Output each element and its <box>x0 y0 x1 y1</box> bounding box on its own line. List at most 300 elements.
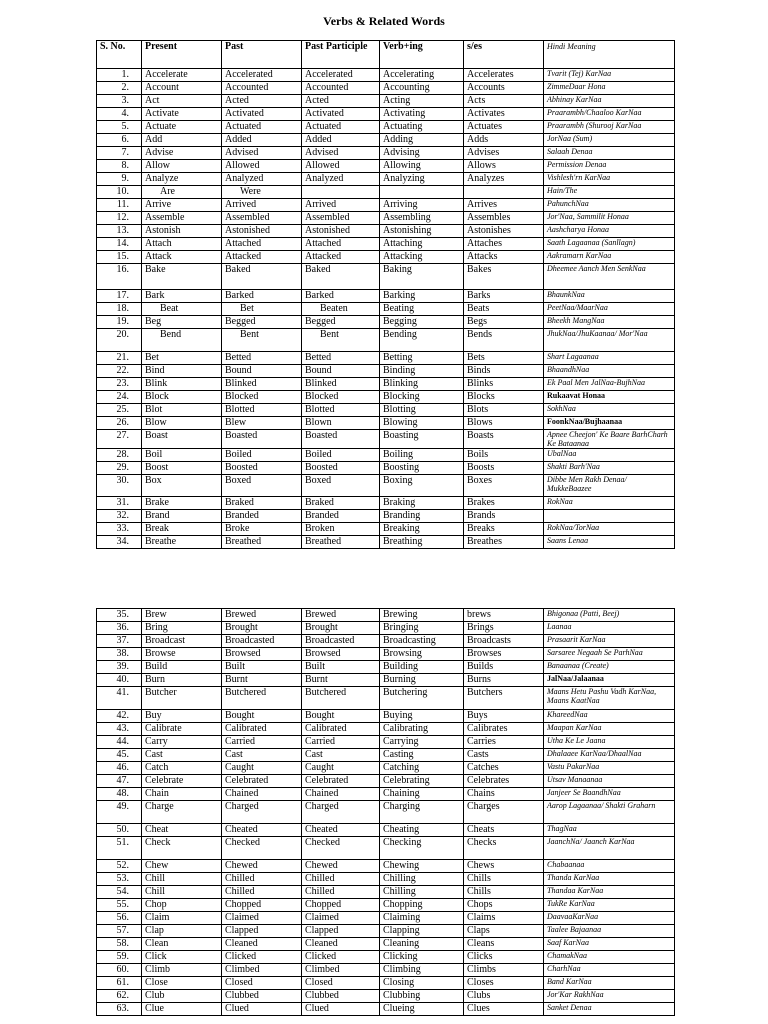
cell-verb-ing: Breathing <box>380 536 464 549</box>
cell-past: Chilled <box>222 886 302 899</box>
cell-hindi-meaning: Saaf KarNaa <box>544 938 675 951</box>
cell-s-es: Carries <box>464 736 544 749</box>
table-row <box>97 775 675 788</box>
cell-present: Chain <box>142 788 222 801</box>
cell-sno: 48. <box>97 788 142 801</box>
table-row <box>97 687 675 710</box>
cell-sno: 40. <box>97 674 142 687</box>
cell-present: Analyze <box>142 173 222 186</box>
cell-past-participle: Begged <box>302 316 380 329</box>
cell-present: Beat <box>142 303 222 316</box>
cell-past: Betted <box>222 352 302 365</box>
cell-s-es: Casts <box>464 749 544 762</box>
cell-present: Allow <box>142 160 222 173</box>
cell-hindi-meaning: Abhinay KarNaa <box>544 95 675 108</box>
cell-past: Blew <box>222 417 302 430</box>
table-row <box>97 134 675 147</box>
cell-sno: 43. <box>97 723 142 736</box>
cell-s-es: Climbs <box>464 964 544 977</box>
cell-past: Clicked <box>222 951 302 964</box>
cell-past-participle: Chilled <box>302 873 380 886</box>
cell-sno: 8. <box>97 160 142 173</box>
cell-hindi-meaning: ChamakNaa <box>544 951 675 964</box>
cell-verb-ing: Activating <box>380 108 464 121</box>
cell-s-es: Clubs <box>464 990 544 1003</box>
cell-s-es: Buys <box>464 710 544 723</box>
cell-past-participle: Clued <box>302 1003 380 1016</box>
table-row <box>97 886 675 899</box>
cell-verb-ing: Closing <box>380 977 464 990</box>
cell-s-es: Binds <box>464 365 544 378</box>
cell-past-participle: Brewed <box>302 609 380 622</box>
cell-hindi-meaning: Praarambh (Shurooj KarNaa <box>544 121 675 134</box>
cell-s-es: Brakes <box>464 497 544 510</box>
cell-past-participle: Checked <box>302 837 380 860</box>
cell-sno: 34. <box>97 536 142 549</box>
cell-past: Checked <box>222 837 302 860</box>
cell-verb-ing: Accelerating <box>380 69 464 82</box>
cell-hindi-meaning: Laanaa <box>544 622 675 635</box>
cell-verb-ing: Broadcasting <box>380 635 464 648</box>
cell-s-es: Assembles <box>464 212 544 225</box>
cell-past: Broke <box>222 523 302 536</box>
cell-present: Bake <box>142 264 222 290</box>
cell-hindi-meaning: Rukaavat Honaa <box>544 391 675 404</box>
cell-present: Bind <box>142 365 222 378</box>
cell-hindi-meaning: Thanda KarNaa <box>544 873 675 886</box>
cell-verb-ing: Allowing <box>380 160 464 173</box>
cell-s-es: Chops <box>464 899 544 912</box>
cell-s-es: Attaches <box>464 238 544 251</box>
cell-past: Chilled <box>222 873 302 886</box>
cell-sno: 4. <box>97 108 142 121</box>
cell-present: Activate <box>142 108 222 121</box>
cell-past-participle: Blown <box>302 417 380 430</box>
cell-s-es: Breaks <box>464 523 544 536</box>
cell-past: Built <box>222 661 302 674</box>
cell-verb-ing: Clubbing <box>380 990 464 1003</box>
cell-verb-ing: Chilling <box>380 886 464 899</box>
cell-hindi-meaning: Ek Paal Men JalNaa-BujhNaa <box>544 378 675 391</box>
cell-verb-ing: Betting <box>380 352 464 365</box>
cell-verb-ing: Catching <box>380 762 464 775</box>
cell-past-participle: Clubbed <box>302 990 380 1003</box>
cell-hindi-meaning <box>544 510 675 523</box>
cell-sno: 49. <box>97 801 142 824</box>
cell-verb-ing: Clueing <box>380 1003 464 1016</box>
cell-past: Broadcasted <box>222 635 302 648</box>
cell-hindi-meaning: RokNaa/TorNaa <box>544 523 675 536</box>
cell-hindi-meaning: Banaanaa (Create) <box>544 661 675 674</box>
cell-hindi-meaning: Shart Lagaanaa <box>544 352 675 365</box>
cell-hindi-meaning: Dhalaaee KarNaa/DhaalNaa <box>544 749 675 762</box>
cell-present: Boast <box>142 430 222 449</box>
cell-sno: 17. <box>97 290 142 303</box>
cell-past-participle: Accounted <box>302 82 380 95</box>
table-row <box>97 173 675 186</box>
cell-present: Calibrate <box>142 723 222 736</box>
cell-verb-ing: Advising <box>380 147 464 160</box>
cell-past-participle: Cleaned <box>302 938 380 951</box>
table-row <box>97 108 675 121</box>
cell-past-participle: Built <box>302 661 380 674</box>
page-title: Verbs & Related Words <box>323 14 445 28</box>
cell-hindi-meaning: Permission Denaa <box>544 160 675 173</box>
cell-sno: 51. <box>97 837 142 860</box>
cell-hindi-meaning: UbalNaa <box>544 449 675 462</box>
cell-sno: 19. <box>97 316 142 329</box>
cell-past: Actuated <box>222 121 302 134</box>
cell-past: Clued <box>222 1003 302 1016</box>
cell-hindi-meaning: Sarsaree Negaah Se ParhNaa <box>544 648 675 661</box>
cell-past-participle: Burnt <box>302 674 380 687</box>
cell-past: Accelerated <box>222 69 302 82</box>
cell-present: Bring <box>142 622 222 635</box>
cell-past-participle: Arrived <box>302 199 380 212</box>
cell-verb-ing: Attacking <box>380 251 464 264</box>
cell-sno: 60. <box>97 964 142 977</box>
cell-sno: 32. <box>97 510 142 523</box>
cell-sno: 15. <box>97 251 142 264</box>
cell-verb-ing: Buying <box>380 710 464 723</box>
cell-past-participle: Boasted <box>302 430 380 449</box>
cell-sno: 44. <box>97 736 142 749</box>
cell-past: Butchered <box>222 687 302 710</box>
table-row <box>97 523 675 536</box>
cell-past-participle: Clapped <box>302 925 380 938</box>
cell-hindi-meaning: CharhNaa <box>544 964 675 977</box>
cell-present: Brand <box>142 510 222 523</box>
cell-past: Brought <box>222 622 302 635</box>
cell-past-participle: Boosted <box>302 462 380 475</box>
cell-sno: 23. <box>97 378 142 391</box>
table-row <box>97 925 675 938</box>
cell-verb-ing: Climbing <box>380 964 464 977</box>
cell-present: Are <box>142 186 222 199</box>
cell-s-es: Blinks <box>464 378 544 391</box>
cell-s-es: Allows <box>464 160 544 173</box>
cell-past-participle: Chilled <box>302 886 380 899</box>
cell-present: Browse <box>142 648 222 661</box>
table-row <box>97 449 675 462</box>
cell-past-participle: Boiled <box>302 449 380 462</box>
cell-sno: 47. <box>97 775 142 788</box>
cell-s-es: Accelerates <box>464 69 544 82</box>
cell-past-participle: Blocked <box>302 391 380 404</box>
cell-sno: 12. <box>97 212 142 225</box>
table-row <box>97 290 675 303</box>
cell-hindi-meaning: Janjeer Se BaandhNaa <box>544 788 675 801</box>
cell-sno: 50. <box>97 824 142 837</box>
cell-sno: 13. <box>97 225 142 238</box>
cell-past: Bent <box>222 329 302 352</box>
cell-s-es: Activates <box>464 108 544 121</box>
cell-hindi-meaning: Bhigonaa (Patti, Beej) <box>544 609 675 622</box>
cell-sno: 63. <box>97 1003 142 1016</box>
cell-s-es: Boasts <box>464 430 544 449</box>
cell-s-es: Chains <box>464 788 544 801</box>
cell-hindi-meaning: Aashcharya Honaa <box>544 225 675 238</box>
table-row <box>97 837 675 860</box>
cell-past-participle: Bound <box>302 365 380 378</box>
cell-s-es: Checks <box>464 837 544 860</box>
cell-present: Beg <box>142 316 222 329</box>
cell-past-participle: Assembled <box>302 212 380 225</box>
table-row <box>97 1003 675 1016</box>
cell-present: Claim <box>142 912 222 925</box>
cell-past-participle: Carried <box>302 736 380 749</box>
cell-verb-ing: Braking <box>380 497 464 510</box>
cell-s-es: Blows <box>464 417 544 430</box>
cell-verb-ing: Bringing <box>380 622 464 635</box>
cell-s-es: Actuates <box>464 121 544 134</box>
cell-past-participle: Browsed <box>302 648 380 661</box>
cell-sno: 1. <box>97 69 142 82</box>
cell-hindi-meaning: JhukNaa/JhuKaanaa/ Mor'Naa <box>544 329 675 352</box>
table-row <box>97 977 675 990</box>
cell-past: Clapped <box>222 925 302 938</box>
cell-past: Blocked <box>222 391 302 404</box>
cell-s-es: Cheats <box>464 824 544 837</box>
cell-present: Chill <box>142 886 222 899</box>
cell-past: Claimed <box>222 912 302 925</box>
cell-past: Assembled <box>222 212 302 225</box>
table-row <box>97 238 675 251</box>
table-row <box>97 82 675 95</box>
cell-verb-ing: Arriving <box>380 199 464 212</box>
cell-s-es: Browses <box>464 648 544 661</box>
table-row <box>97 251 675 264</box>
cell-s-es: Beats <box>464 303 544 316</box>
cell-verb-ing: Brewing <box>380 609 464 622</box>
cell-present: Advise <box>142 147 222 160</box>
cell-verb-ing: Binding <box>380 365 464 378</box>
cell-past-participle: Attacked <box>302 251 380 264</box>
table-row <box>97 951 675 964</box>
cell-present: Cheat <box>142 824 222 837</box>
cell-present: Chill <box>142 873 222 886</box>
cell-past: Were <box>222 186 302 199</box>
cell-present: Bet <box>142 352 222 365</box>
cell-sno: 54. <box>97 886 142 899</box>
table-row <box>97 212 675 225</box>
cell-past-participle: Cast <box>302 749 380 762</box>
cell-sno: 24. <box>97 391 142 404</box>
header-present: Present <box>142 41 222 69</box>
cell-verb-ing: Clicking <box>380 951 464 964</box>
cell-verb-ing: Building <box>380 661 464 674</box>
table-row <box>97 873 675 886</box>
cell-verb-ing: Baking <box>380 264 464 290</box>
cell-present: Arrive <box>142 199 222 212</box>
cell-s-es: Broadcasts <box>464 635 544 648</box>
cell-sno: 46. <box>97 762 142 775</box>
table-row <box>97 938 675 951</box>
cell-past: Breathed <box>222 536 302 549</box>
cell-hindi-meaning: Band KarNaa <box>544 977 675 990</box>
table-row <box>97 147 675 160</box>
cell-hindi-meaning: Shakti Barh'Naa <box>544 462 675 475</box>
cell-sno: 21. <box>97 352 142 365</box>
cell-verb-ing: Begging <box>380 316 464 329</box>
cell-past-participle: Climbed <box>302 964 380 977</box>
cell-verb-ing: Boxing <box>380 475 464 497</box>
header-past: Past <box>222 41 302 69</box>
verbs-table-1 <box>96 40 675 549</box>
cell-s-es: Brands <box>464 510 544 523</box>
cell-past: Cleaned <box>222 938 302 951</box>
cell-present: Block <box>142 391 222 404</box>
cell-s-es: Arrives <box>464 199 544 212</box>
cell-hindi-meaning: Utha Ke Le Jaana <box>544 736 675 749</box>
cell-past-participle: Actuated <box>302 121 380 134</box>
cell-present: Club <box>142 990 222 1003</box>
cell-verb-ing <box>380 186 464 199</box>
cell-hindi-meaning: Aakramarn KarNaa <box>544 251 675 264</box>
cell-verb-ing: Chilling <box>380 873 464 886</box>
table-row <box>97 430 675 449</box>
cell-s-es: Boosts <box>464 462 544 475</box>
table-row <box>97 661 675 674</box>
cell-past-participle: Astonished <box>302 225 380 238</box>
cell-sno: 41. <box>97 687 142 710</box>
cell-verb-ing: Calibrating <box>380 723 464 736</box>
cell-s-es: Barks <box>464 290 544 303</box>
cell-past-participle: Betted <box>302 352 380 365</box>
cell-sno: 53. <box>97 873 142 886</box>
cell-hindi-meaning: SokhNaa <box>544 404 675 417</box>
cell-present: Breathe <box>142 536 222 549</box>
cell-s-es: Bets <box>464 352 544 365</box>
cell-sno: 11. <box>97 199 142 212</box>
cell-past: Caught <box>222 762 302 775</box>
table-row <box>97 497 675 510</box>
cell-past-participle: Braked <box>302 497 380 510</box>
cell-present: Attack <box>142 251 222 264</box>
cell-verb-ing: Checking <box>380 837 464 860</box>
cell-verb-ing: Acting <box>380 95 464 108</box>
cell-verb-ing: Butchering <box>380 687 464 710</box>
cell-hindi-meaning: Jor'Kar RakhNaa <box>544 990 675 1003</box>
cell-present: Blot <box>142 404 222 417</box>
table-row <box>97 303 675 316</box>
cell-hindi-meaning: DaavaaKarNaa <box>544 912 675 925</box>
cell-verb-ing: Boosting <box>380 462 464 475</box>
cell-present: Bend <box>142 329 222 352</box>
cell-s-es: Breathes <box>464 536 544 549</box>
cell-sno: 6. <box>97 134 142 147</box>
cell-verb-ing: Beating <box>380 303 464 316</box>
table-row <box>97 417 675 430</box>
cell-past: Baked <box>222 264 302 290</box>
table-row <box>97 264 675 290</box>
table-row <box>97 352 675 365</box>
cell-present: Clean <box>142 938 222 951</box>
cell-hindi-meaning: Hain/The <box>544 186 675 199</box>
cell-hindi-meaning: Salaah Denaa <box>544 147 675 160</box>
cell-s-es: Butchers <box>464 687 544 710</box>
cell-present: Blink <box>142 378 222 391</box>
cell-present: Buy <box>142 710 222 723</box>
cell-past-participle: Advised <box>302 147 380 160</box>
cell-verb-ing: Astonishing <box>380 225 464 238</box>
cell-present: Break <box>142 523 222 536</box>
cell-verb-ing: Attaching <box>380 238 464 251</box>
cell-present: Account <box>142 82 222 95</box>
cell-s-es: Boxes <box>464 475 544 497</box>
table-row <box>97 635 675 648</box>
cell-s-es: Builds <box>464 661 544 674</box>
cell-verb-ing: Carrying <box>380 736 464 749</box>
cell-verb-ing: Boiling <box>380 449 464 462</box>
cell-verb-ing: Accounting <box>380 82 464 95</box>
cell-past-participle: Branded <box>302 510 380 523</box>
cell-verb-ing: Casting <box>380 749 464 762</box>
cell-past: Calibrated <box>222 723 302 736</box>
cell-past: Blinked <box>222 378 302 391</box>
cell-s-es: Calibrates <box>464 723 544 736</box>
cell-sno: 57. <box>97 925 142 938</box>
cell-present: Astonish <box>142 225 222 238</box>
cell-verb-ing: Celebrating <box>380 775 464 788</box>
cell-s-es: Attacks <box>464 251 544 264</box>
table-row <box>97 475 675 497</box>
cell-present: Chew <box>142 860 222 873</box>
cell-verb-ing: Clapping <box>380 925 464 938</box>
header-s-es: s/es <box>464 41 544 69</box>
cell-verb-ing: Actuating <box>380 121 464 134</box>
cell-past: Browsed <box>222 648 302 661</box>
cell-present: Clue <box>142 1003 222 1016</box>
cell-present: Blow <box>142 417 222 430</box>
cell-s-es: Adds <box>464 134 544 147</box>
cell-present: Butcher <box>142 687 222 710</box>
cell-past: Bet <box>222 303 302 316</box>
cell-past: Blotted <box>222 404 302 417</box>
cell-hindi-meaning: Dheemee Aanch Men SenkNaa <box>544 264 675 290</box>
cell-verb-ing: Chopping <box>380 899 464 912</box>
table-row <box>97 990 675 1003</box>
cell-past-participle: Broken <box>302 523 380 536</box>
cell-past-participle: Chopped <box>302 899 380 912</box>
cell-past: Climbed <box>222 964 302 977</box>
cell-present: Cast <box>142 749 222 762</box>
table-row <box>97 749 675 762</box>
cell-past: Barked <box>222 290 302 303</box>
cell-past-participle: Bent <box>302 329 380 352</box>
cell-sno: 9. <box>97 173 142 186</box>
cell-sno: 62. <box>97 990 142 1003</box>
table-row <box>97 710 675 723</box>
cell-hindi-meaning: Vastu PakarNaa <box>544 762 675 775</box>
cell-sno: 45. <box>97 749 142 762</box>
cell-s-es: Catches <box>464 762 544 775</box>
cell-past: Added <box>222 134 302 147</box>
cell-verb-ing: Claiming <box>380 912 464 925</box>
table-row <box>97 648 675 661</box>
cell-present: Build <box>142 661 222 674</box>
cell-hindi-meaning: PahunchNaa <box>544 199 675 212</box>
cell-present: Carry <box>142 736 222 749</box>
cell-past: Chained <box>222 788 302 801</box>
cell-hindi-meaning: Praarambh/Chaaloo KarNaa <box>544 108 675 121</box>
table-row <box>97 609 675 622</box>
cell-present: Clap <box>142 925 222 938</box>
cell-past-participle: Clicked <box>302 951 380 964</box>
cell-hindi-meaning: Prasaarit KarNaa <box>544 635 675 648</box>
cell-sno: 22. <box>97 365 142 378</box>
table-row <box>97 316 675 329</box>
